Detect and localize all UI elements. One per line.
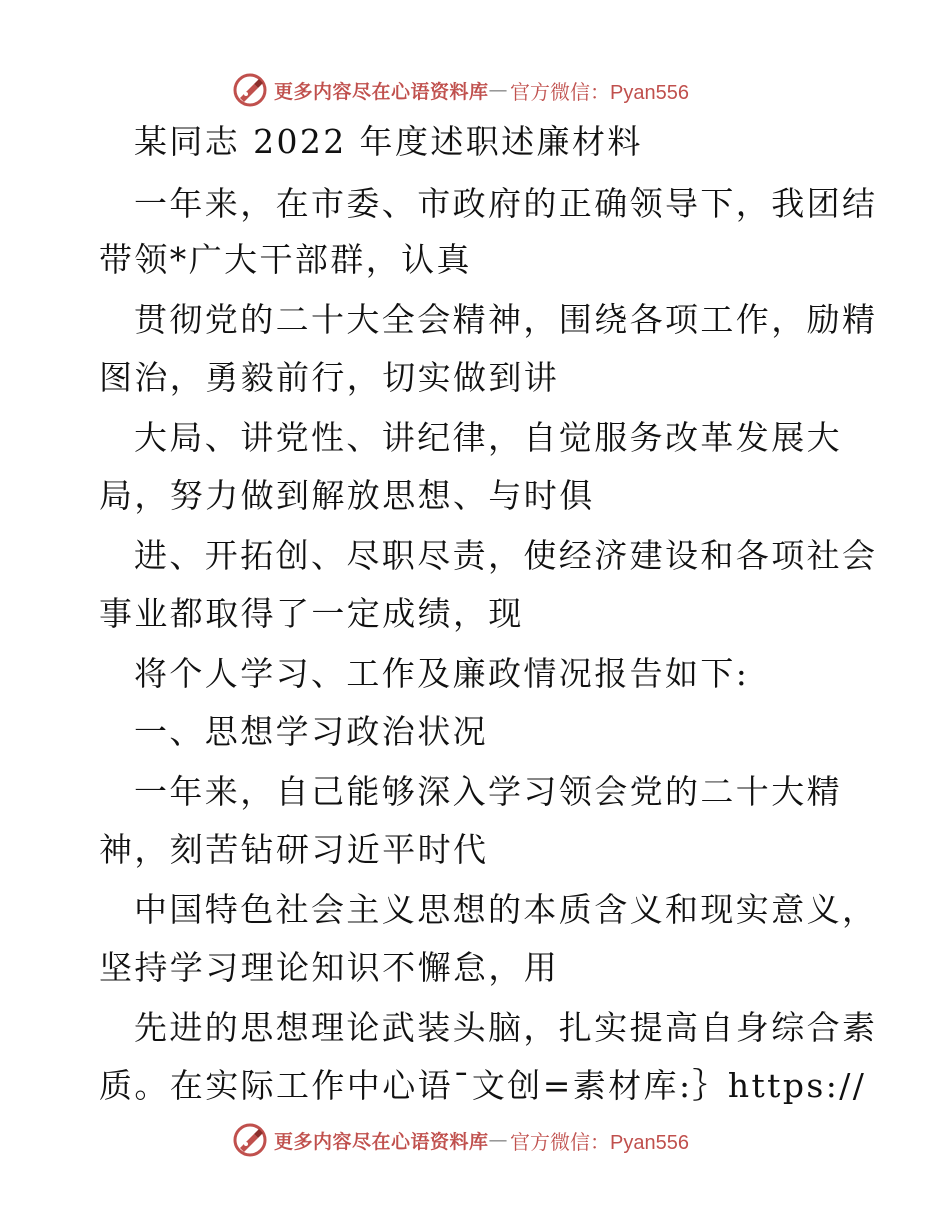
paragraph-line: 一年来，在市委、市政府的正确领导下，我团结 [134, 184, 878, 223]
banner-slogan: 更多内容尽在心语资料库 [274, 1130, 489, 1153]
paragraph-line: 进、开拓创、尽职尽责，使经济建设和各项社会 [134, 536, 878, 575]
paragraph-line: 大局、讲党性、讲纪律，自觉服务改革发展大 [134, 418, 842, 457]
banner-separator: — [488, 79, 509, 101]
banner-slogan: 更多内容尽在心语资料库 [274, 80, 489, 103]
banner-wechat-handle: 官方微信：Pyan556 [510, 1131, 689, 1154]
footer-banner [232, 1120, 689, 1160]
paragraph-line: 图治，勇毅前行，切实做到讲 [99, 358, 560, 397]
paragraph-line: 一年来，自己能够深入学习领会党的二十大精 [134, 772, 842, 811]
paragraph-line: 贯彻党的二十大全会精神，围绕各项工作，励精 [134, 300, 878, 339]
paragraph-line: 局，努力做到解放思想、与时俱 [99, 476, 595, 515]
banner-wechat-handle: 官方微信：Pyan556 [510, 81, 689, 104]
paragraph-line: 带领*广大干部群，认真 [99, 240, 472, 279]
pen-logo-icon [232, 1122, 268, 1158]
banner-separator: — [488, 1129, 509, 1151]
paragraph-line: 质。在实际工作中心语¯文创=素材库:｝https:// [99, 1066, 867, 1105]
header-banner [232, 70, 689, 110]
pen-logo-icon [232, 72, 268, 108]
paragraph-line: 事业都取得了一定成绩，现 [99, 594, 524, 633]
document-title: 某同志 2022 年度述职述廉材料 [134, 122, 643, 161]
section-heading: 一、思想学习政治状况 [134, 712, 488, 751]
paragraph-line: 神，刻苦钻研习近平时代 [99, 830, 489, 869]
paragraph-line: 中国特色社会主义思想的本质含义和现实意义， [134, 890, 878, 929]
paragraph-line: 先进的思想理论武装头脑，扎实提高自身综合素 [134, 1008, 878, 1047]
paragraph-line: 将个人学习、工作及廉政情况报告如下: [134, 654, 750, 693]
paragraph-line: 坚持学习理论知识不懈怠，用 [99, 948, 560, 987]
